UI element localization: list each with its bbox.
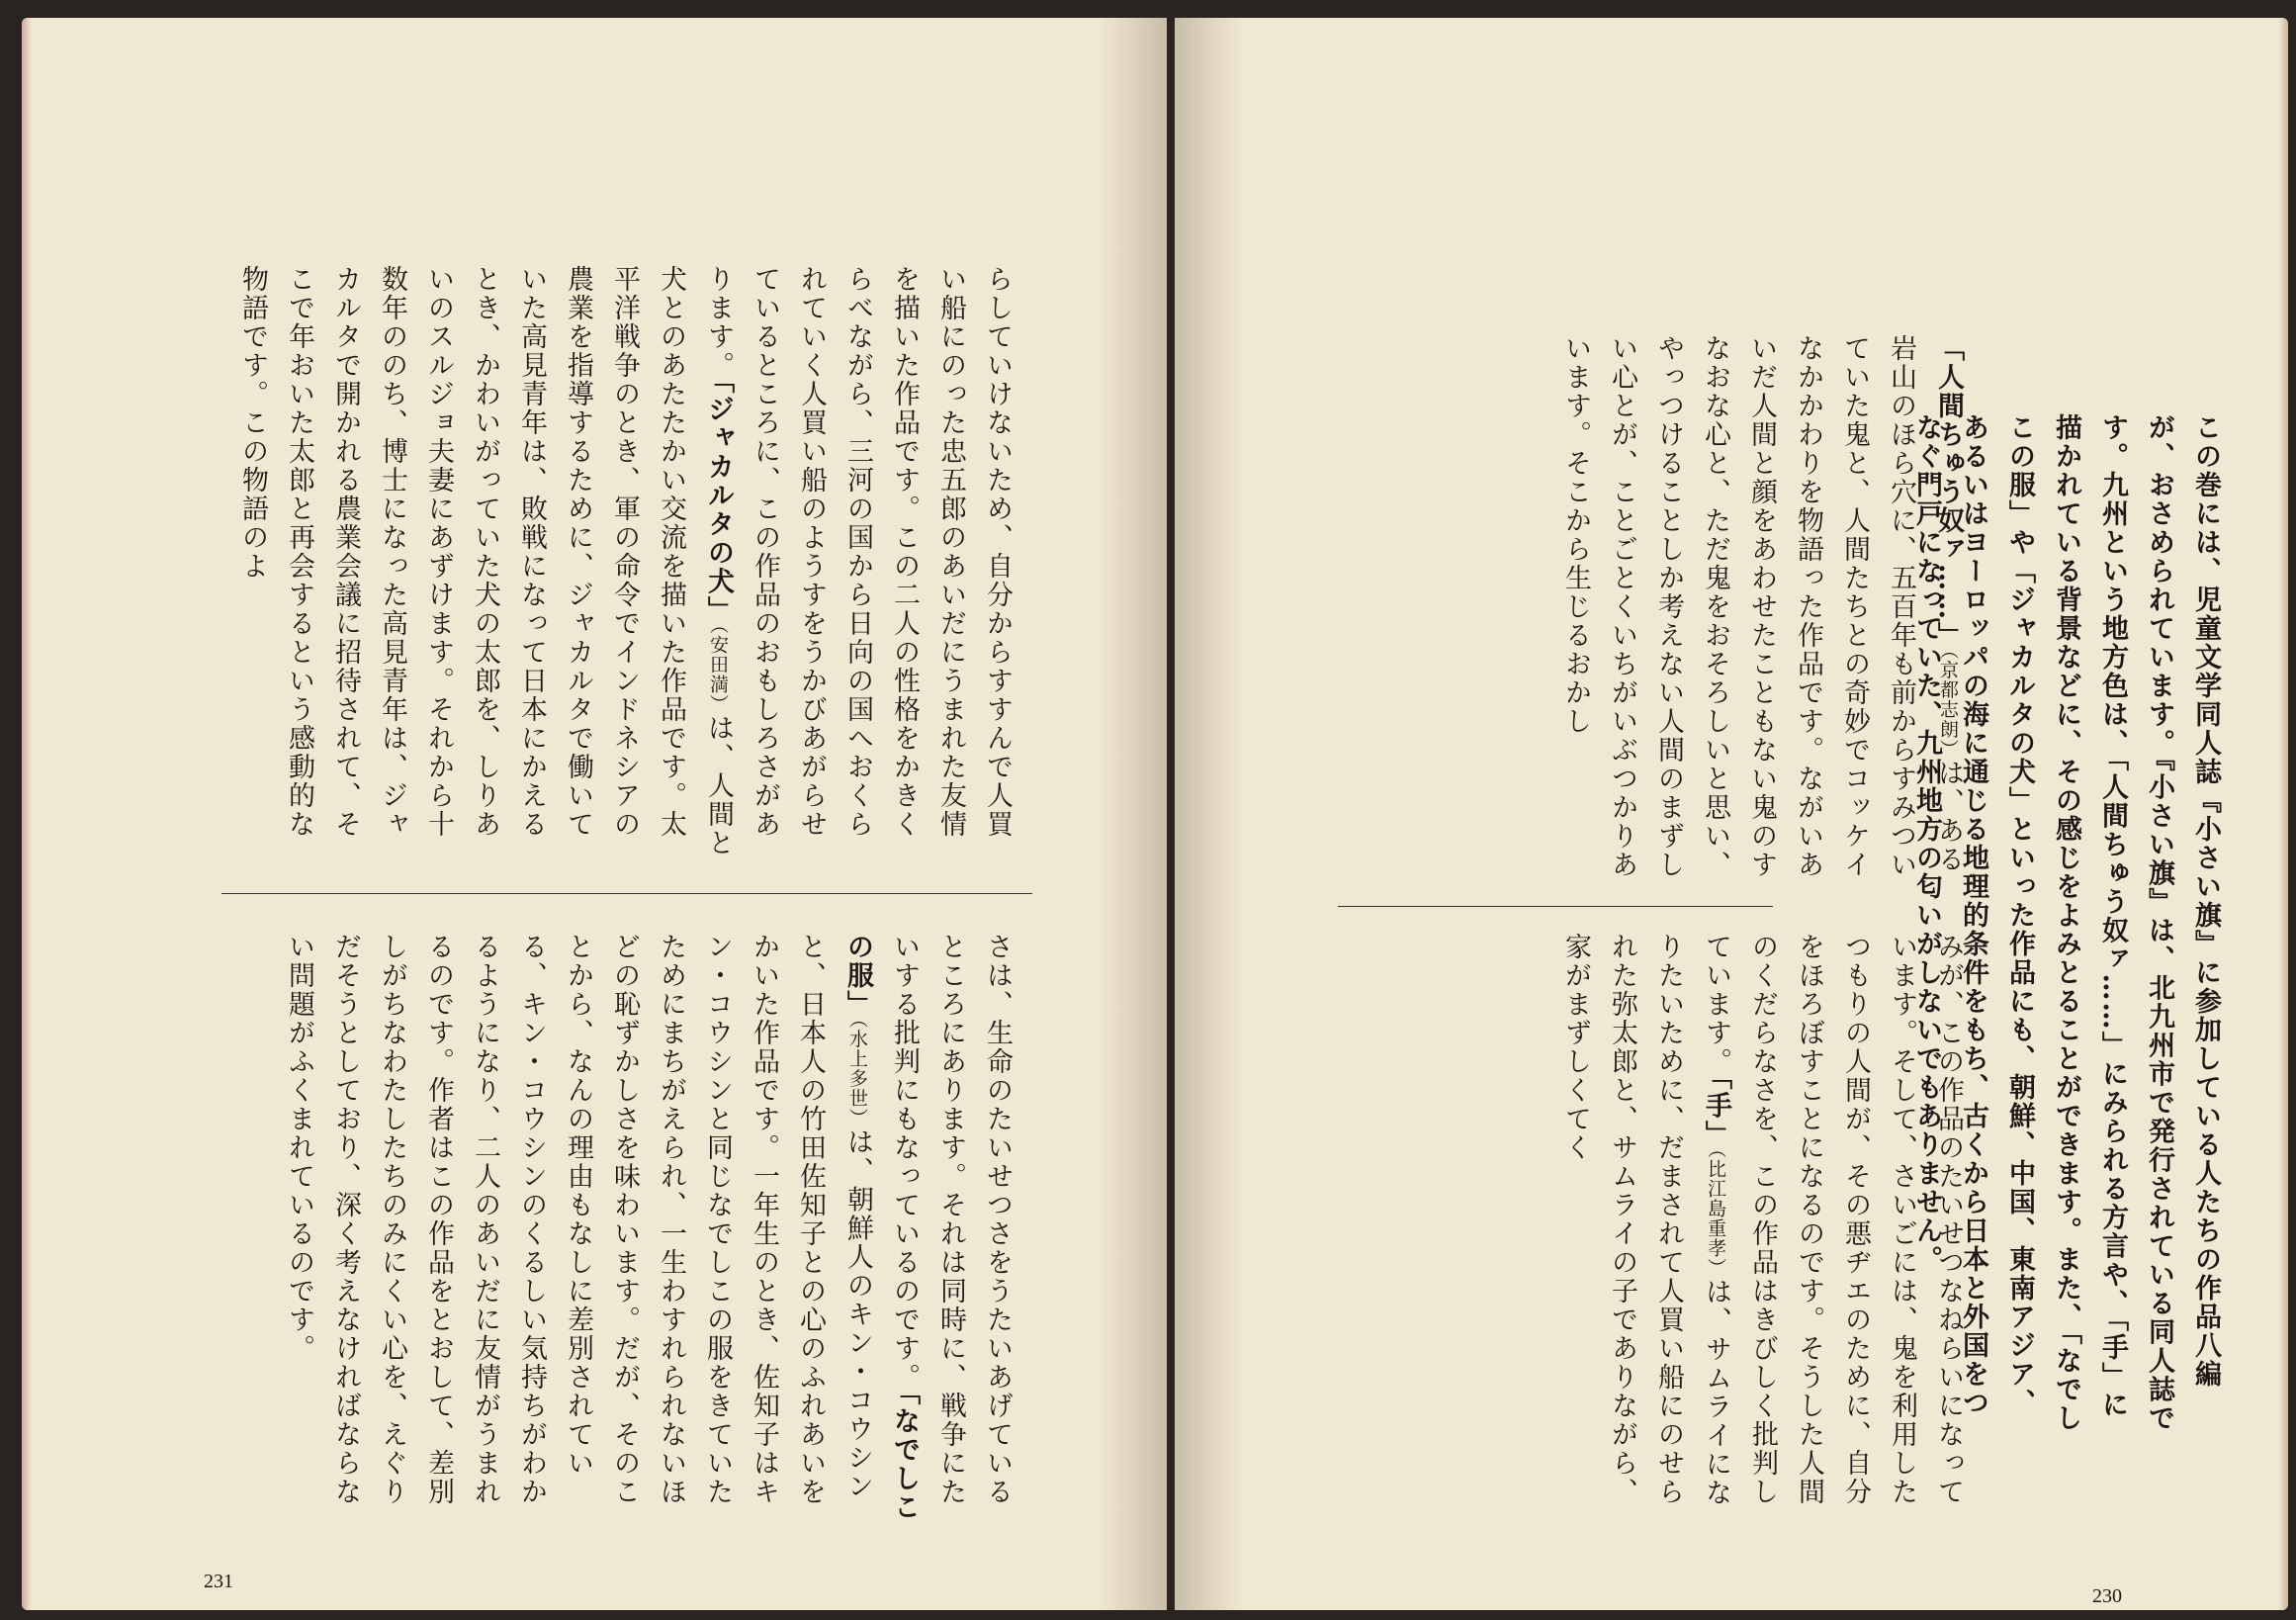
body-text: さは、生命のたいせつさをうたいあげているところにあります。それは同時に、戦争にたいする批判にもなっているのです。: [889, 933, 1013, 1506]
intro-text: この巻には、児童文学同人誌『小さい旗』に参加している人たちの作品八編が、おさめられています。『小さい旗』は、北九州市で発行されている同人誌です。九州という地方色は、「人間ちゅう奴ァ……」にみられる方言や、「手」に描かれている背景などに、その感じをよみとることができます。また、「なでしこの服」や「ジャカルタの犬」といった作品にも、朝鮮、中国、東南アジア、あるいはヨーロッパの海に通じる地理的条件をもち、古くから日本と外国をつなぐ門戸になっていた、九州地方の匂いがしないでもありません。: [1911, 413, 2221, 1433]
author-credit: （安田満）: [707, 624, 729, 714]
author-credit: （比江島重孝）: [1705, 1148, 1726, 1278]
section-divider: [1338, 906, 1773, 907]
section-divider: [221, 893, 1032, 894]
upper-block: [1556, 334, 1972, 888]
work-title: 「人間ちゅう奴ァ……」: [1933, 334, 1964, 650]
page-edge: [22, 18, 32, 1610]
spine-shadow: [1098, 18, 1167, 1610]
page-edge: [2278, 18, 2288, 1610]
body-text: は、サムライになりたいために、だまされて人買い船にのせられた弥太郎と、サムライの子でありながら、家がまずしくてく: [1560, 933, 1731, 1507]
author-credit: （京都志朗）: [1937, 650, 1959, 760]
page-number: 230: [2092, 1585, 2122, 1607]
left-page: [22, 18, 1167, 1610]
body-text: は、ある岩山のほら穴に、五百年も前からすみついていた鬼と、人間たちとの奇妙でコッケイなかかわりを物語った作品です。ながいあいだ人間と顔をあわせたこともない鬼のすなおな心と、ただ鬼をおそろしいと思い、やっつけることしか考えない人間のまずしい心とが、ことごとくいちがいぶつかりあいます。そこから生じるおかし: [1560, 334, 1964, 879]
body-text: は、人間と犬とのあたたかい交流を描いた作品です。太平洋戦争のとき、軍の命令でインドネシアの農業を指導するために、ジャカルタで働いていた高見青年は、敗戦になって日本にかえるとき、かわいがっていた犬の太郎を、しりあいのスルジョ夫妻にあずけます。それから十数年ののち、博士になった高見青年は、ジャカルタで開かれる農業会議に招待されて、そこで年おいた太郎と再会するという感動的な物語です。この物語のよ: [237, 265, 734, 857]
page-number: 231: [204, 1571, 233, 1592]
body-text: みが、この作品のたいせつなねらいになっています。そして、さいごには、鬼を利用したつもりの人間が、その悪ヂエのために、自分をほろぼすことになるのです。そうした人間のくだらなさを、この作品はきびしく批判しています。: [1701, 933, 1964, 1506]
upper-block: [150, 265, 1020, 858]
lower-block: [1556, 933, 1972, 1526]
work-title: 「手」: [1701, 1076, 1731, 1149]
work-title: 「ジャカルタの犬」: [703, 380, 734, 625]
right-page: [1175, 18, 2288, 1610]
intro-block: [1911, 413, 2229, 1442]
lower-block: [150, 933, 1020, 1526]
body-text: は、朝鮮人のキン・コウシンと、日本人の竹田佐知子との心のふれあいをかいた作品です。一年生のとき、佐知子はキン・コウシンと同じなでしこの服をきていたためにまちがえられ、一生わすれられないほどの恥ずかしさを味わいます。だが、そのことから、なんの理由もなしに差別されている、キン・コウシンのくるしい気持ちがわかるようになり、二人のあいだに友情がうまれるのです。作者はこの作品をとおして、差別しがちなわたしたちのみにくい心を、えぐりだそうとしており、深く考えなければならない問題がふくまれているのです。: [284, 933, 873, 1506]
spine-shadow: [1175, 18, 1244, 1610]
work-title: 「なでしこの服」: [842, 933, 920, 1522]
body-text: らしていけないため、自分からすすんで人買い船にのった忠五郎のあいだにうまれた友情を描いた作品です。この二人の性格をかきくらべながら、三河の国から日向の国へおくられていく人買い船のようすをうかびあがらせているところに、この作品のおもしろさがあります。: [703, 265, 1013, 839]
author-credit: （水上多世）: [846, 1019, 868, 1128]
